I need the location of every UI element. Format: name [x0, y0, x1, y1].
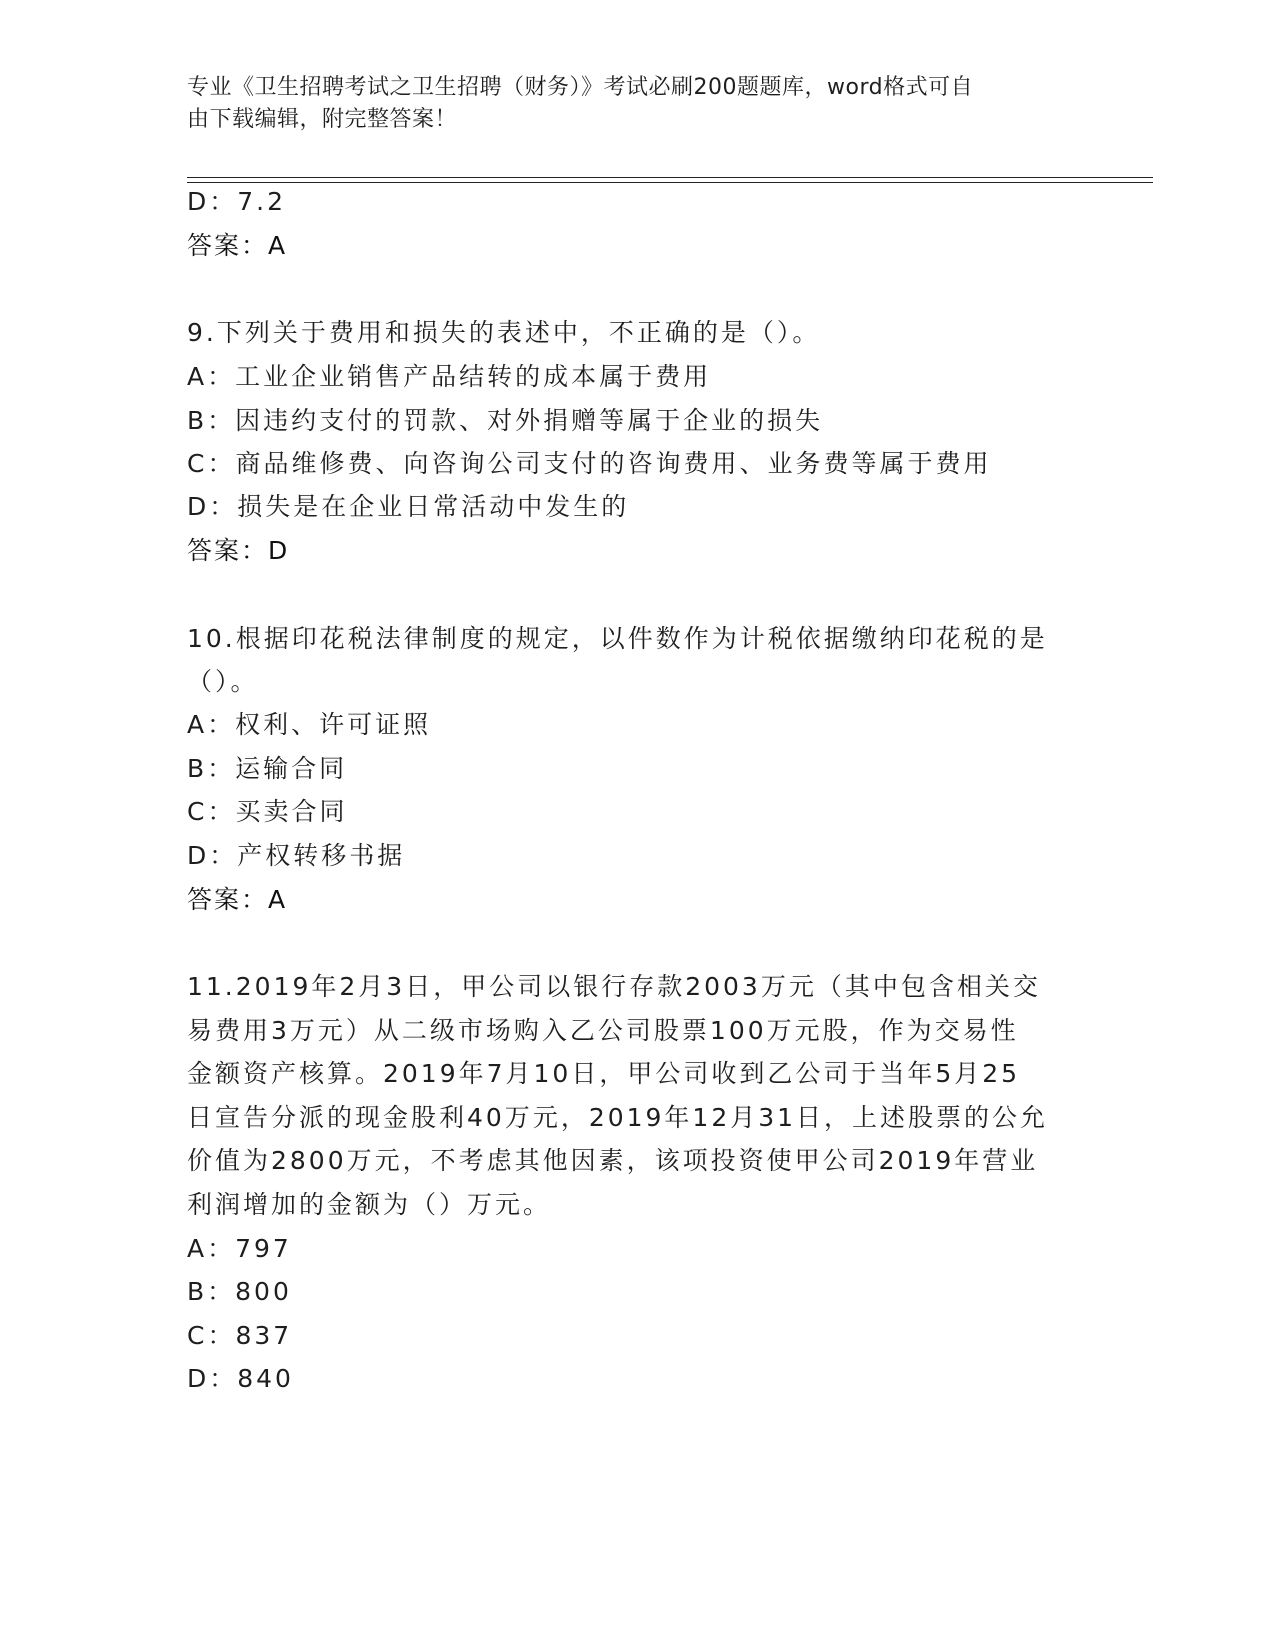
q10-question-line-2: （）。 [187, 667, 259, 696]
q11-option-c: C：837 [187, 1321, 293, 1350]
q10-answer: 答案：A [187, 885, 288, 914]
q9-question: 9.下列关于费用和损失的表述中，不正确的是（）。 [187, 318, 821, 347]
q11-question-line-4: 日宣告分派的现金股利40万元，2019年12月31日，上述股票的公允 [187, 1103, 1049, 1132]
q10-question-line-1: 10.根据印花税法律制度的规定，以件数作为计税依据缴纳印花税的是 [187, 624, 1048, 653]
q9-option-a: A：工业企业销售产品结转的成本属于费用 [187, 362, 712, 391]
header-divider-top [187, 177, 1153, 178]
q9-option-c: C：商品维修费、向咨询公司支付的咨询费用、业务费等属于费用 [187, 449, 992, 478]
q9-answer: 答案：D [187, 536, 290, 565]
q11-option-a: A：797 [187, 1234, 292, 1263]
q11-question-line-1: 11.2019年2月3日，甲公司以银行存款2003万元（其中包含相关交 [187, 972, 1041, 1001]
q11-question-line-3: 金额资产核算。2019年7月10日，甲公司收到乙公司于当年5月25 [187, 1059, 1021, 1088]
q10-option-a: A：权利、许可证照 [187, 710, 432, 739]
q10-option-c: C：买卖合同 [187, 797, 348, 826]
header-line-2: 由下载编辑，附完整答案！ [187, 107, 458, 132]
header-line-1: 专业《卫生招聘考试之卫生招聘（财务）》考试必刷200题题库，word格式可自 [187, 75, 974, 100]
q11-question-line-6: 利润增加的金额为（）万元。 [187, 1190, 552, 1219]
q8-option-d: D：7.2 [187, 187, 287, 216]
q11-question-line-2: 易费用3万元）从二级市场购入乙公司股票100万元股，作为交易性 [187, 1016, 1019, 1045]
q11-option-d: D：840 [187, 1364, 294, 1393]
q11-option-b: B：800 [187, 1277, 292, 1306]
document-header [187, 72, 1067, 136]
q9-option-b: B：因违约支付的罚款、对外捐赠等属于企业的损失 [187, 406, 824, 435]
q11-question-line-5: 价值为2800万元，不考虑其他因素，该项投资使甲公司2019年营业 [187, 1146, 1039, 1175]
q8-answer: 答案：A [187, 231, 288, 260]
q9-option-d: D：损失是在企业日常活动中发生的 [187, 492, 630, 521]
q10-option-b: B：运输合同 [187, 754, 348, 783]
header-divider-bottom [187, 182, 1153, 183]
q10-option-d: D：产权转移书据 [187, 841, 406, 870]
